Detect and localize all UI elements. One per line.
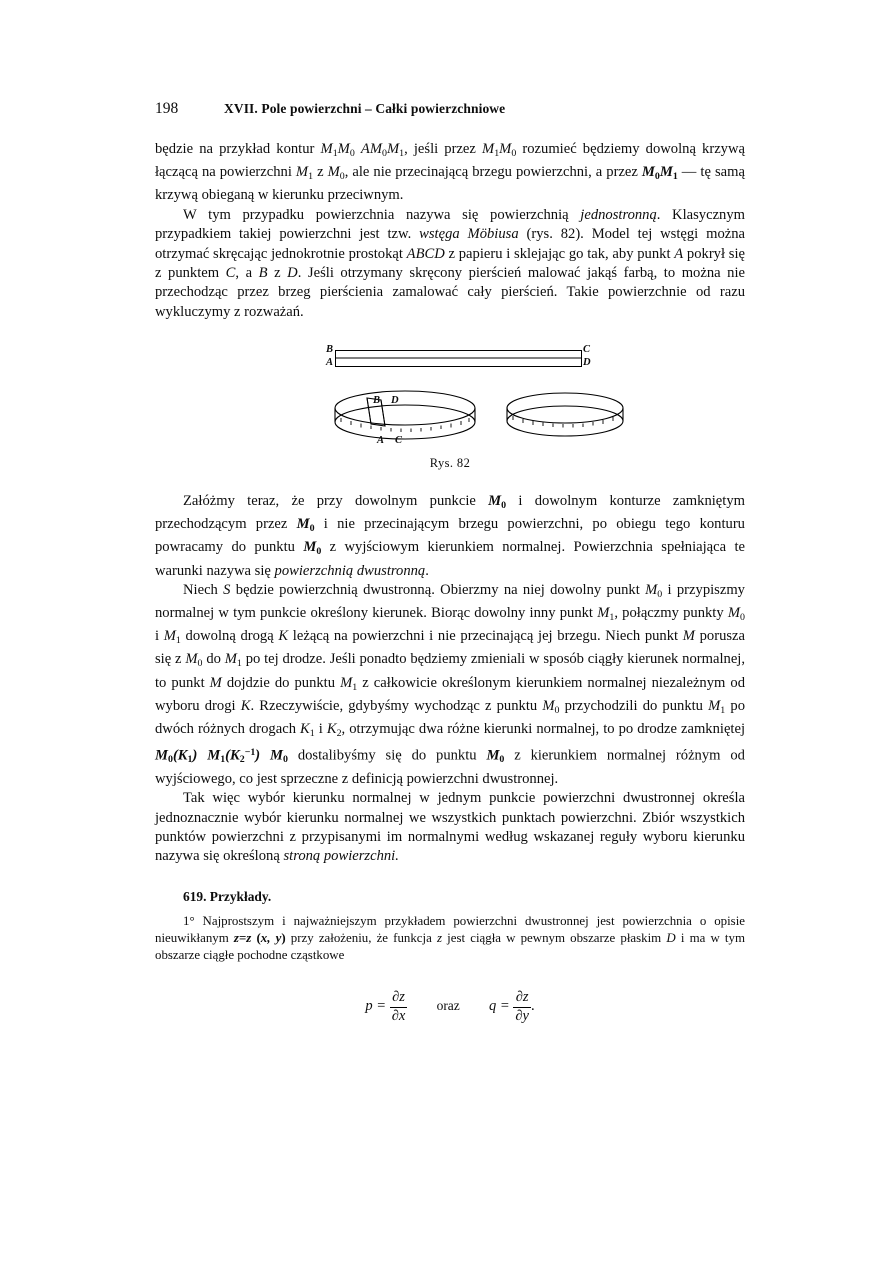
figure-label-A-left: A	[326, 357, 334, 368]
page-number: 198	[155, 100, 179, 117]
figure-label-C-right: C	[583, 344, 591, 355]
example-marker: 1°	[183, 913, 195, 928]
formula-p-symbol: p =	[365, 998, 387, 1015]
body-column	[155, 140, 745, 322]
formula-partial-derivatives	[155, 990, 745, 1023]
paragraph-2: W tym przypadku powierzchnia nazywa się powierzchnią jednostronną. Klasycznym przypadkiem takiej powierzchni jest tzw. wstęga Möbiusa (rys. 82). Model tej wstęgi można otrzymać skręcając jednokrotnie prostokąt ABCD z papieru i sklejając go tak, aby punkt A pokrył się z punktem C, a B z D. Jeśli otrzymany skręcony pierścień malować jakąś farbą, to można nie przechodząc przez brzeg pierścienia zamalować cały pierścień. Takie powierzchnie od razu wykluczymy z rozważań.	[155, 206, 746, 320]
running-title: XVII. Pole powierzchni – Całki powierzchniowe	[224, 101, 506, 116]
mobius-rings-drawing	[155, 338, 745, 458]
figure-caption: Rys. 82	[429, 456, 471, 470]
paragraph-3: Załóżmy teraz, że przy dowolnym punkcie $M_0$ i dowolnym konturze zamkniętym przechodzącym przez $M_0$ i nie przecinającym brzegu powierzchni, po obiegu tego konturu powracamy do punktu $M_0$ z wyjściowym kierunkiem normalnej. Powierzchnia spełniająca te warunki nazywa się powierzchnią dwustronną.	[155, 493, 745, 579]
figure-mobius-strip	[155, 338, 745, 473]
section-number: 619.	[183, 888, 207, 904]
formula-q-denominator: ∂y	[515, 1007, 529, 1024]
formula-p-fraction	[390, 990, 408, 1023]
formula-p-denominator: ∂x	[391, 1007, 406, 1024]
page-header	[0, 100, 893, 118]
formula-p-numerator: ∂z	[390, 990, 408, 1007]
formula-q-numerator: ∂z	[513, 990, 531, 1007]
body-column-lower	[155, 492, 745, 1024]
figure-label-B-left: B	[326, 344, 334, 355]
figure-label-A-mid: A	[377, 435, 385, 446]
paragraph-4: Niech S będzie powierzchnią dwustronną. Obierzmy na niej dowolny punkt $M_0$ i przypiszmy normalnej w tym punkcie określony kierunek. Biorąc dowolny inny punkt $M_1$, połączmy punkty $M_0$ i $M_1$ dowolną drogą K leżącą na powierzchni i nie przecinającą jej brzegu. Niech punkt M porusza się z $M_0$ do $M_1$ po tej drodze. Jeśli ponadto będziemy zmieniali w sposób ciągły kierunek normalnej, to punkt M dojdzie do punktu $M_1$ z całkowicie określonym kierunkiem normalnej niezależnym od wyboru drogi K. Rzeczywiście, gdybyśmy wychodząc z punktu $M_0$ przychodzili do punktu $M_1$ po dwóch różnych drogach $K_1$ i $K_2$, otrzymując dwa różne kierunki normalnej, to po drodze zamkniętej $M_0(K_1)$ $M_1(K_2^{-1})$ $M_0$ dostalibyśmy się do punktu $M_0$ z kierunkiem normalnej różnym od wyjściowego, co jest sprzeczne z definicją powierzchni dwustronnej.	[155, 581, 746, 787]
figure-label-B-mid: B	[373, 395, 381, 406]
formula-period: .	[530, 998, 535, 1015]
formula-conjunction: oraz	[436, 998, 460, 1014]
paragraph-5: Tak więc wybór kierunku normalnej w jednym punkcie powierzchni dwustronnej określa jednoznacznie wybór kierunku normalnej we wszystkich punktach powierzchni. Zbiór wszystkich punktów powierzchni z przypisanymi im normalnymi według wskazanej reguły wyboru kierunku nazywa się określoną stroną powierzchni.	[155, 790, 745, 865]
formula-q-fraction	[513, 990, 531, 1023]
figure-label-D-right: D	[583, 357, 591, 368]
section-title: Przykłady.	[209, 888, 272, 904]
paragraph-1: będzie na przykład kontur $M_1M_0$ $AM_0M_1$, jeśli przez $M_1M_0$ rozumieć będziemy dowolną krzywą łączącą na powierzchni $M_1$ z $M_0$, ale nie przecinającą brzegu powierzchni, a przez $M_0M_1$ — tę samą krzywą obieganą w kierunku przeciwnym.	[155, 141, 745, 204]
figure-label-C-mid: C	[395, 435, 403, 446]
formula-q-symbol: q =	[489, 998, 510, 1015]
section-heading	[155, 889, 745, 905]
example-item-1: 1° Najprostszym i najważniejszym przykładem powierzchni dwustronnej jest powierzchnia o opisie nieuwikłanym z=z (x, y) przy założeniu, że funkcja z jest ciągła w pewnym obszarze płaskim D i ma w tym obszarze ciągłe pochodne cząstkowe	[155, 913, 745, 963]
figure-label-D-mid: D	[391, 395, 399, 406]
